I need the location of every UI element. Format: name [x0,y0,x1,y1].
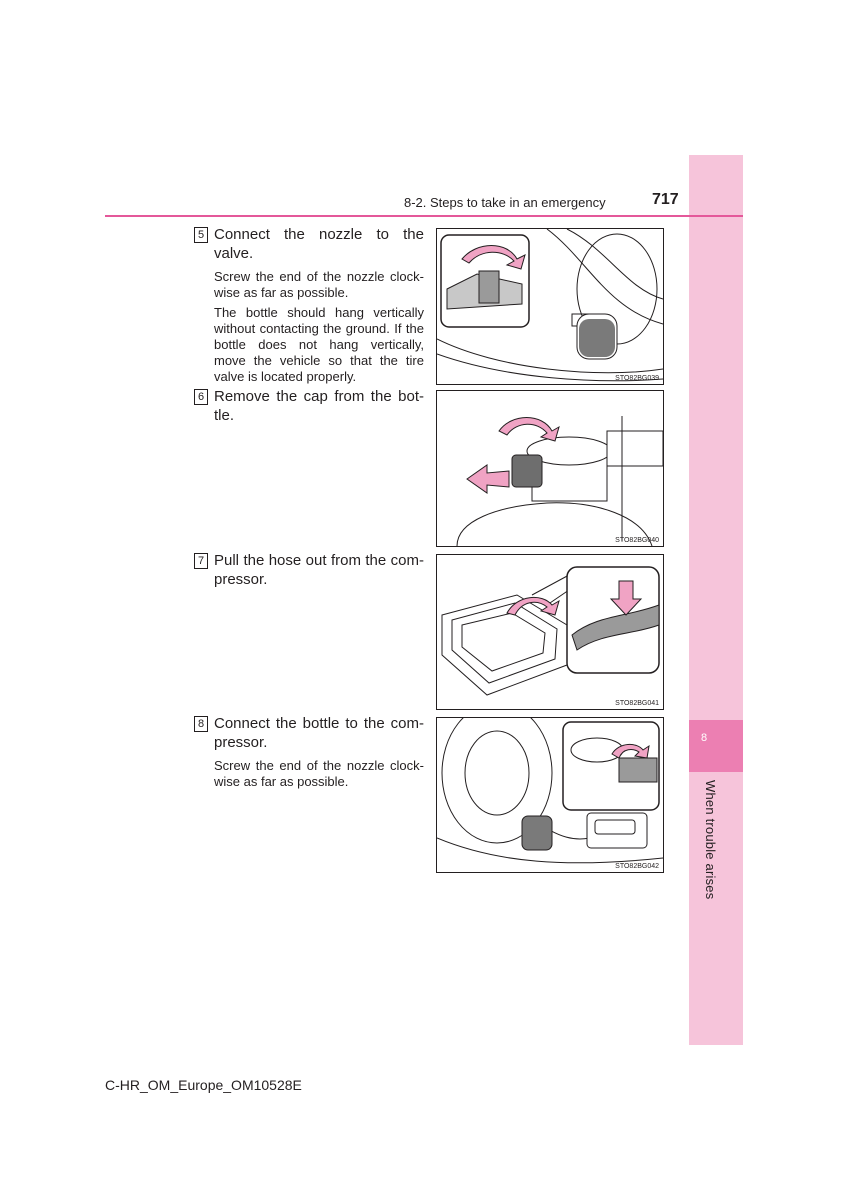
chapter-number-box [689,720,743,772]
step-5 [194,225,424,389]
step-number-badge: 7 [194,553,208,569]
page-number: 717 [652,191,679,208]
chapter-number: 8 [700,732,708,744]
step-body [214,269,424,385]
step-title: Pull the hose out from the com-pressor. [214,552,424,588]
step-number-badge: 6 [194,389,208,405]
step-title: Remove the cap from the bot-tle. [214,388,424,424]
step-number-badge: 5 [194,227,208,243]
step-body [214,758,424,790]
step-title: Connect the bottle to the com-pressor. [214,715,424,751]
step-6 [194,387,424,425]
chapter-side-tab [689,155,743,1045]
figure-remove-cap [436,390,664,547]
step-7 [194,551,424,589]
figure-bottle-to-compressor [436,717,664,873]
step-paragraph: Screw the end of the nozzle clock-wise as far as possible. [214,269,424,300]
figure-nozzle-to-valve [436,228,664,385]
figure-code: STO82BG039 [615,375,659,382]
header-rule [105,215,743,217]
document-code: C-HR_OM_Europe_OM10528E [105,1077,302,1093]
step-8 [194,714,424,794]
figure-pull-hose [436,554,664,710]
chapter-label: When trouble arises [703,780,718,900]
section-title: 8-2. Steps to take in an emergency [404,195,606,210]
figure-code: STO82BG040 [615,537,659,544]
step-title: Connect the nozzle to the valve. [214,226,424,262]
figure-code: STO82BG042 [615,863,659,870]
step-paragraph: The bottle should hang vertically without contacting the ground. If the bottle does not hang vertically, move the vehicle so that the tire valve is located properly. [214,305,424,384]
figure-code: STO82BG041 [615,700,659,707]
step-number-badge: 8 [194,716,208,732]
step-paragraph: Screw the end of the nozzle clock-wise as far as possible. [214,758,424,789]
